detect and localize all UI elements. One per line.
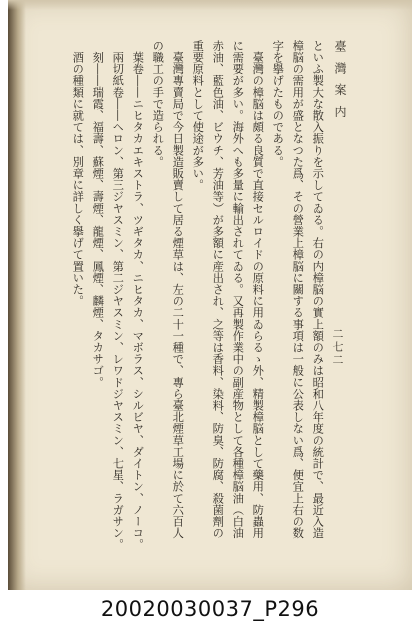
text-line: 葉卷――ニヒタカエキストラ、ツギタカ、ニヒタカ、マボラス、シルビヤ、ダイトン、ノーコ。: [131, 40, 145, 551]
text-line: に需要が多い。海外へも多量に輸出されてゐる。又再製作業中の副産物として各種樟脳油（白油: [231, 40, 245, 539]
text-line: 重要原料として使途が多い。: [191, 40, 205, 191]
text-line: の職工の手で造られる。: [151, 40, 165, 168]
text-line: 臺灣の樟脳は頗る良質で直接セルロイドの原料に用ゐらるゝ外、精製樟脳として藥用、防蟲用: [251, 40, 265, 539]
image-caption: 20020030037_P296: [100, 597, 320, 621]
text-line: 字を擧げたものである。: [271, 40, 285, 168]
text-line: といふ製大な散入振りを示してゐる。右の内樟脳の實上額のみは昭和八年度の統計で、最近入造: [311, 40, 325, 539]
text-line: 刻――瑞霞、福壽、蘇煙、壽煙、龍煙、鳳煙、麟煙、タカサゴ。: [91, 40, 105, 388]
binding-gutter: [8, 0, 26, 590]
text-line: 樟脳の需用が盛となつた爲、その營業上樟脳に關する事項は一般に公表しない爲、便宜上右の数: [291, 40, 305, 539]
text-line: 兩切紙卷――ヘロン、第三ジヤスミン、第二ジヤスミン、レワドジヤスミン、七星、ラガサン。: [111, 40, 125, 551]
scanned-page: [8, 0, 412, 590]
text-line: 臺灣專賣局で今日製造販賣して居る煙草は、左の二十一種で、專ら臺北煙草工場に於て六百人: [171, 40, 185, 539]
page-number: 二七二: [331, 328, 344, 367]
text-line: 赤油、藍色油、ビウチ、芳油等）が多額に産出され、之等は香料、染料、防臭、防腐、殺菌劑の: [211, 40, 225, 539]
text-line: 酒の種類に就ては、別章に詳しく擧げて置いた。: [71, 40, 85, 307]
page-header: 臺 灣 案 内: [333, 40, 347, 121]
page-top-edge: [8, 0, 412, 10]
